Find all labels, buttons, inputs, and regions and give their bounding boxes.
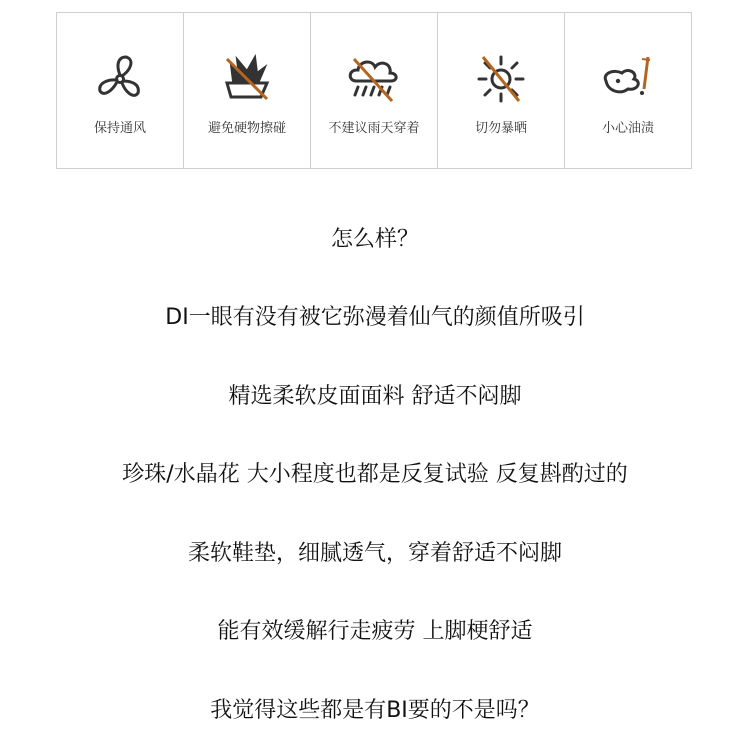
no-rain-icon [342, 47, 406, 111]
care-label-avoid-scratch: 避免硬物擦碰 [207, 121, 286, 136]
oil-stain-icon [596, 47, 660, 111]
copy-line: DI一眼有没有被它弥漫着仙气的颜值所吸引 [165, 305, 585, 331]
care-item-no-rain [311, 13, 438, 168]
care-item-avoid-scratch [184, 13, 311, 168]
copy-line: 怎么样？ [330, 226, 419, 252]
product-copy [0, 198, 750, 748]
fan-icon [88, 47, 152, 111]
care-item-oil-stain [565, 13, 691, 168]
copy-line: 珍珠/水晶花 大小程度也都是反复试验 反复斟酌过的 [122, 462, 628, 488]
care-item-no-sun [438, 13, 565, 168]
care-label-no-sun: 切勿暴晒 [474, 121, 527, 136]
care-instructions-strip [56, 12, 692, 169]
copy-line: 我觉得这些都是有BI要的不是吗？ [210, 697, 540, 723]
copy-line: 能有效缓解行走疲劳 上脚梗舒适 [217, 619, 533, 645]
care-label-no-rain: 不建议雨天穿着 [328, 121, 420, 136]
care-item-ventilate [57, 13, 184, 168]
copy-line: 柔软鞋垫，细腻透气，穿着舒适不闷脚 [187, 540, 562, 566]
no-hard-object-icon [215, 47, 279, 111]
care-label-oil-stain: 小心油渍 [601, 121, 654, 136]
no-sun-icon [469, 47, 533, 111]
care-label-ventilate: 保持通风 [93, 121, 146, 136]
copy-line: 精选柔软皮面面料 舒适不闷脚 [228, 383, 522, 409]
